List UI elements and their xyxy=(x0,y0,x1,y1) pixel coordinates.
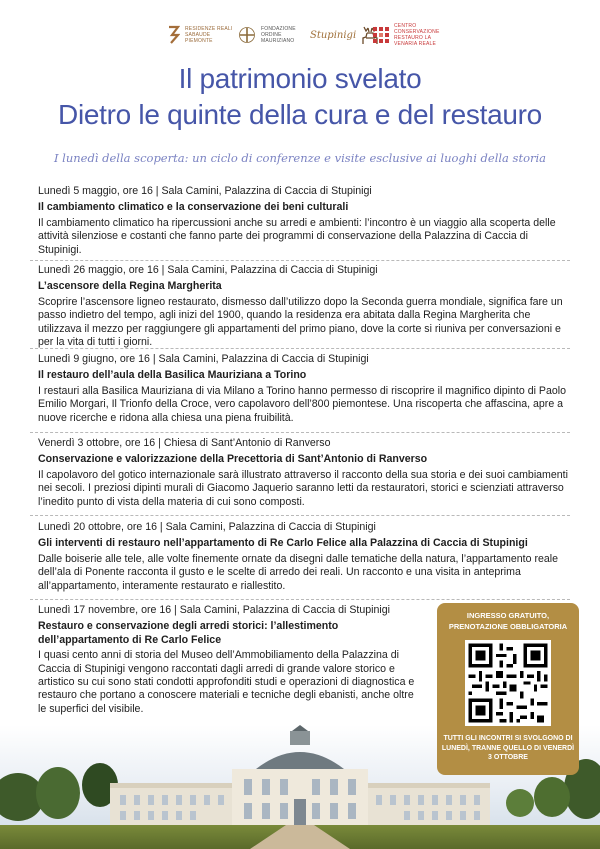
event-6 xyxy=(38,604,423,716)
event-when: Lunedì 5 maggio, ore 16 | Sala Camini, Palazzina di Caccia di Stupinigi xyxy=(38,185,372,197)
event-when: Lunedì 20 ottobre, ore 16 | Sala Camini, Palazzina di Caccia di Stupinigi xyxy=(38,521,376,533)
event-1 xyxy=(38,185,570,257)
qr-code-icon xyxy=(465,640,551,726)
event-description: Il cambiamento climatico ha ripercussioni anche su arredi e ambienti: l’incontro è un viaggio alla scoperta delle attività silenziose e costanti che fanno parte dei programmi di conservazione della Palazzina di Caccia di Stupinigi. xyxy=(38,216,556,256)
info-box xyxy=(437,603,579,775)
centro-restauro-grid-icon xyxy=(373,27,389,43)
event-description: I quasi cento anni di storia del Museo dell’Ammobiliamento della Palazzina di Caccia di Stupinigi vengono raccontati dagli arredi di grande valore storico e artistico su cui sono stati condotti approfonditi studi e operazioni di diagnostica e restauro che portano a conoscere materiali e tecniche degli ebanisti, anche oltre le superfici del visibile. xyxy=(38,649,415,715)
mauriziano-label: FONDAZIONE ORDINE MAURIZIANO xyxy=(261,26,296,44)
event-when: Lunedì 26 maggio, ore 16 | Sala Camini, Palazzina di Caccia di Stupinigi xyxy=(38,264,378,276)
event-description: I restauri alla Basilica Mauriziana di via Milano a Torino hanno permesso di riscoprire il magnifico dipinto di Paolo Emilio Morgari, Il Trionfo della Croce, vero capolavoro dell’800 piemontese. Una riscoperta che affascina, apre a nuove ricerche e ridona alla chiesa una piena fruibilità. xyxy=(38,384,566,424)
event-3 xyxy=(38,353,570,425)
divider xyxy=(30,599,570,600)
divider xyxy=(30,515,570,516)
event-title: Gli interventi di restauro nell’appartamento di Re Carlo Felice alla Palazzina di Caccia di Stupinigi xyxy=(38,537,528,550)
divider xyxy=(30,432,570,433)
event-2 xyxy=(38,264,570,349)
event-description: Il capolavoro del gotico internazionale sarà illustrato attraverso il racconto della sua storia e dei suoi cambiamenti nei secoli. I preziosi dipinti murali di Giacomo Jaquerio saranno letti da restauratori, storici e scienziati attraverso l’inedito punto di vista della materia di cui sono composti. xyxy=(38,468,568,508)
logos-bar xyxy=(0,22,600,48)
divider xyxy=(30,348,570,349)
centro-conservazione-restauro-logo xyxy=(373,22,452,48)
event-when: Lunedì 9 giugno, ore 16 | Sala Camini, Palazzina di Caccia di Stupinigi xyxy=(38,353,369,365)
stupinigi-label: Stupinigi xyxy=(310,29,357,41)
event-description: Scoprire l’ascensore ligneo restaurato, dismesso dall’utilizzo dopo la Seconda guerra mondiale, significa fare un passo indietro del tempo, agli inizi del 1900, quando la residenza era abitata dalla Regina Margherita che utilizzava il mezzo per raggiungere gli appartamenti del primo piano, dove la corte si riuniva per conversazioni e per la vita di tutti i giorni. xyxy=(38,295,563,349)
event-5 xyxy=(38,521,570,593)
residenze-reali-sabaude-logo xyxy=(168,22,235,48)
qr-code[interactable] xyxy=(465,640,551,726)
title-line-1: Il patrimonio svelato xyxy=(178,63,422,94)
event-description: Dalle boiserie alle tele, alle volte finemente ornate da disegni dalle tematiche della natura, l’appartamento reale dell’ala di Ponente racconta il gusto e le scelte di arredo dei reali. Un racconto e una visita in anteprima all’appartamento, interamente restaurato e riallestito. xyxy=(38,552,558,592)
event-title: L’ascensore della Regina Margherita xyxy=(38,280,222,293)
subtitle: I lunedì della scoperta: un ciclo di conferenze e visite esclusive ai luoghi della storia xyxy=(53,151,547,165)
divider xyxy=(30,260,570,261)
event-title: Il cambiamento climatico e la conservazione dei beni culturali xyxy=(38,201,349,214)
info-box-top-text: INGRESSO GRATUITO, PRENOTAZIONE OBBLIGATORIA xyxy=(448,611,568,631)
fondazione-ordine-mauriziano-logo xyxy=(238,22,305,48)
event-when: Venerdì 3 ottobre, ore 16 | Chiesa di Sant’Antonio di Ranverso xyxy=(38,437,331,449)
event-when: Lunedì 17 novembre, ore 16 | Sala Camini, Palazzina di Caccia di Stupinigi xyxy=(38,604,390,616)
residenze-reali-label: RESIDENZE REALI SABAUDE PIEMONTE xyxy=(185,26,233,44)
info-box-bottom-text: TUTTI GLI INCONTRI SI SVOLGONO DI LUNEDÌ, TRANNE QUELLO DI VENERDÌ 3 OTTOBRE xyxy=(441,735,575,761)
mauriziano-cross-icon xyxy=(238,26,256,44)
residenze-reali-mark-icon xyxy=(168,25,180,45)
centro-restauro-label: CENTRO CONSERVAZIONE RESTAURO LA VENARIA REALE xyxy=(394,23,440,47)
event-title: Conservazione e valorizzazione della Precettoria di Sant’Antonio di Ranverso xyxy=(38,453,428,466)
stupinigi-logo xyxy=(310,22,381,48)
event-4 xyxy=(38,437,570,509)
event-title: Restauro e conservazione degli arredi storici: l’allestimento dell’appartamento di Re Carlo Felice xyxy=(38,620,339,646)
title-line-2: Dietro le quinte della cura e del restauro xyxy=(58,99,542,130)
event-title: Il restauro dell’aula della Basilica Mauriziana a Torino xyxy=(38,369,307,382)
